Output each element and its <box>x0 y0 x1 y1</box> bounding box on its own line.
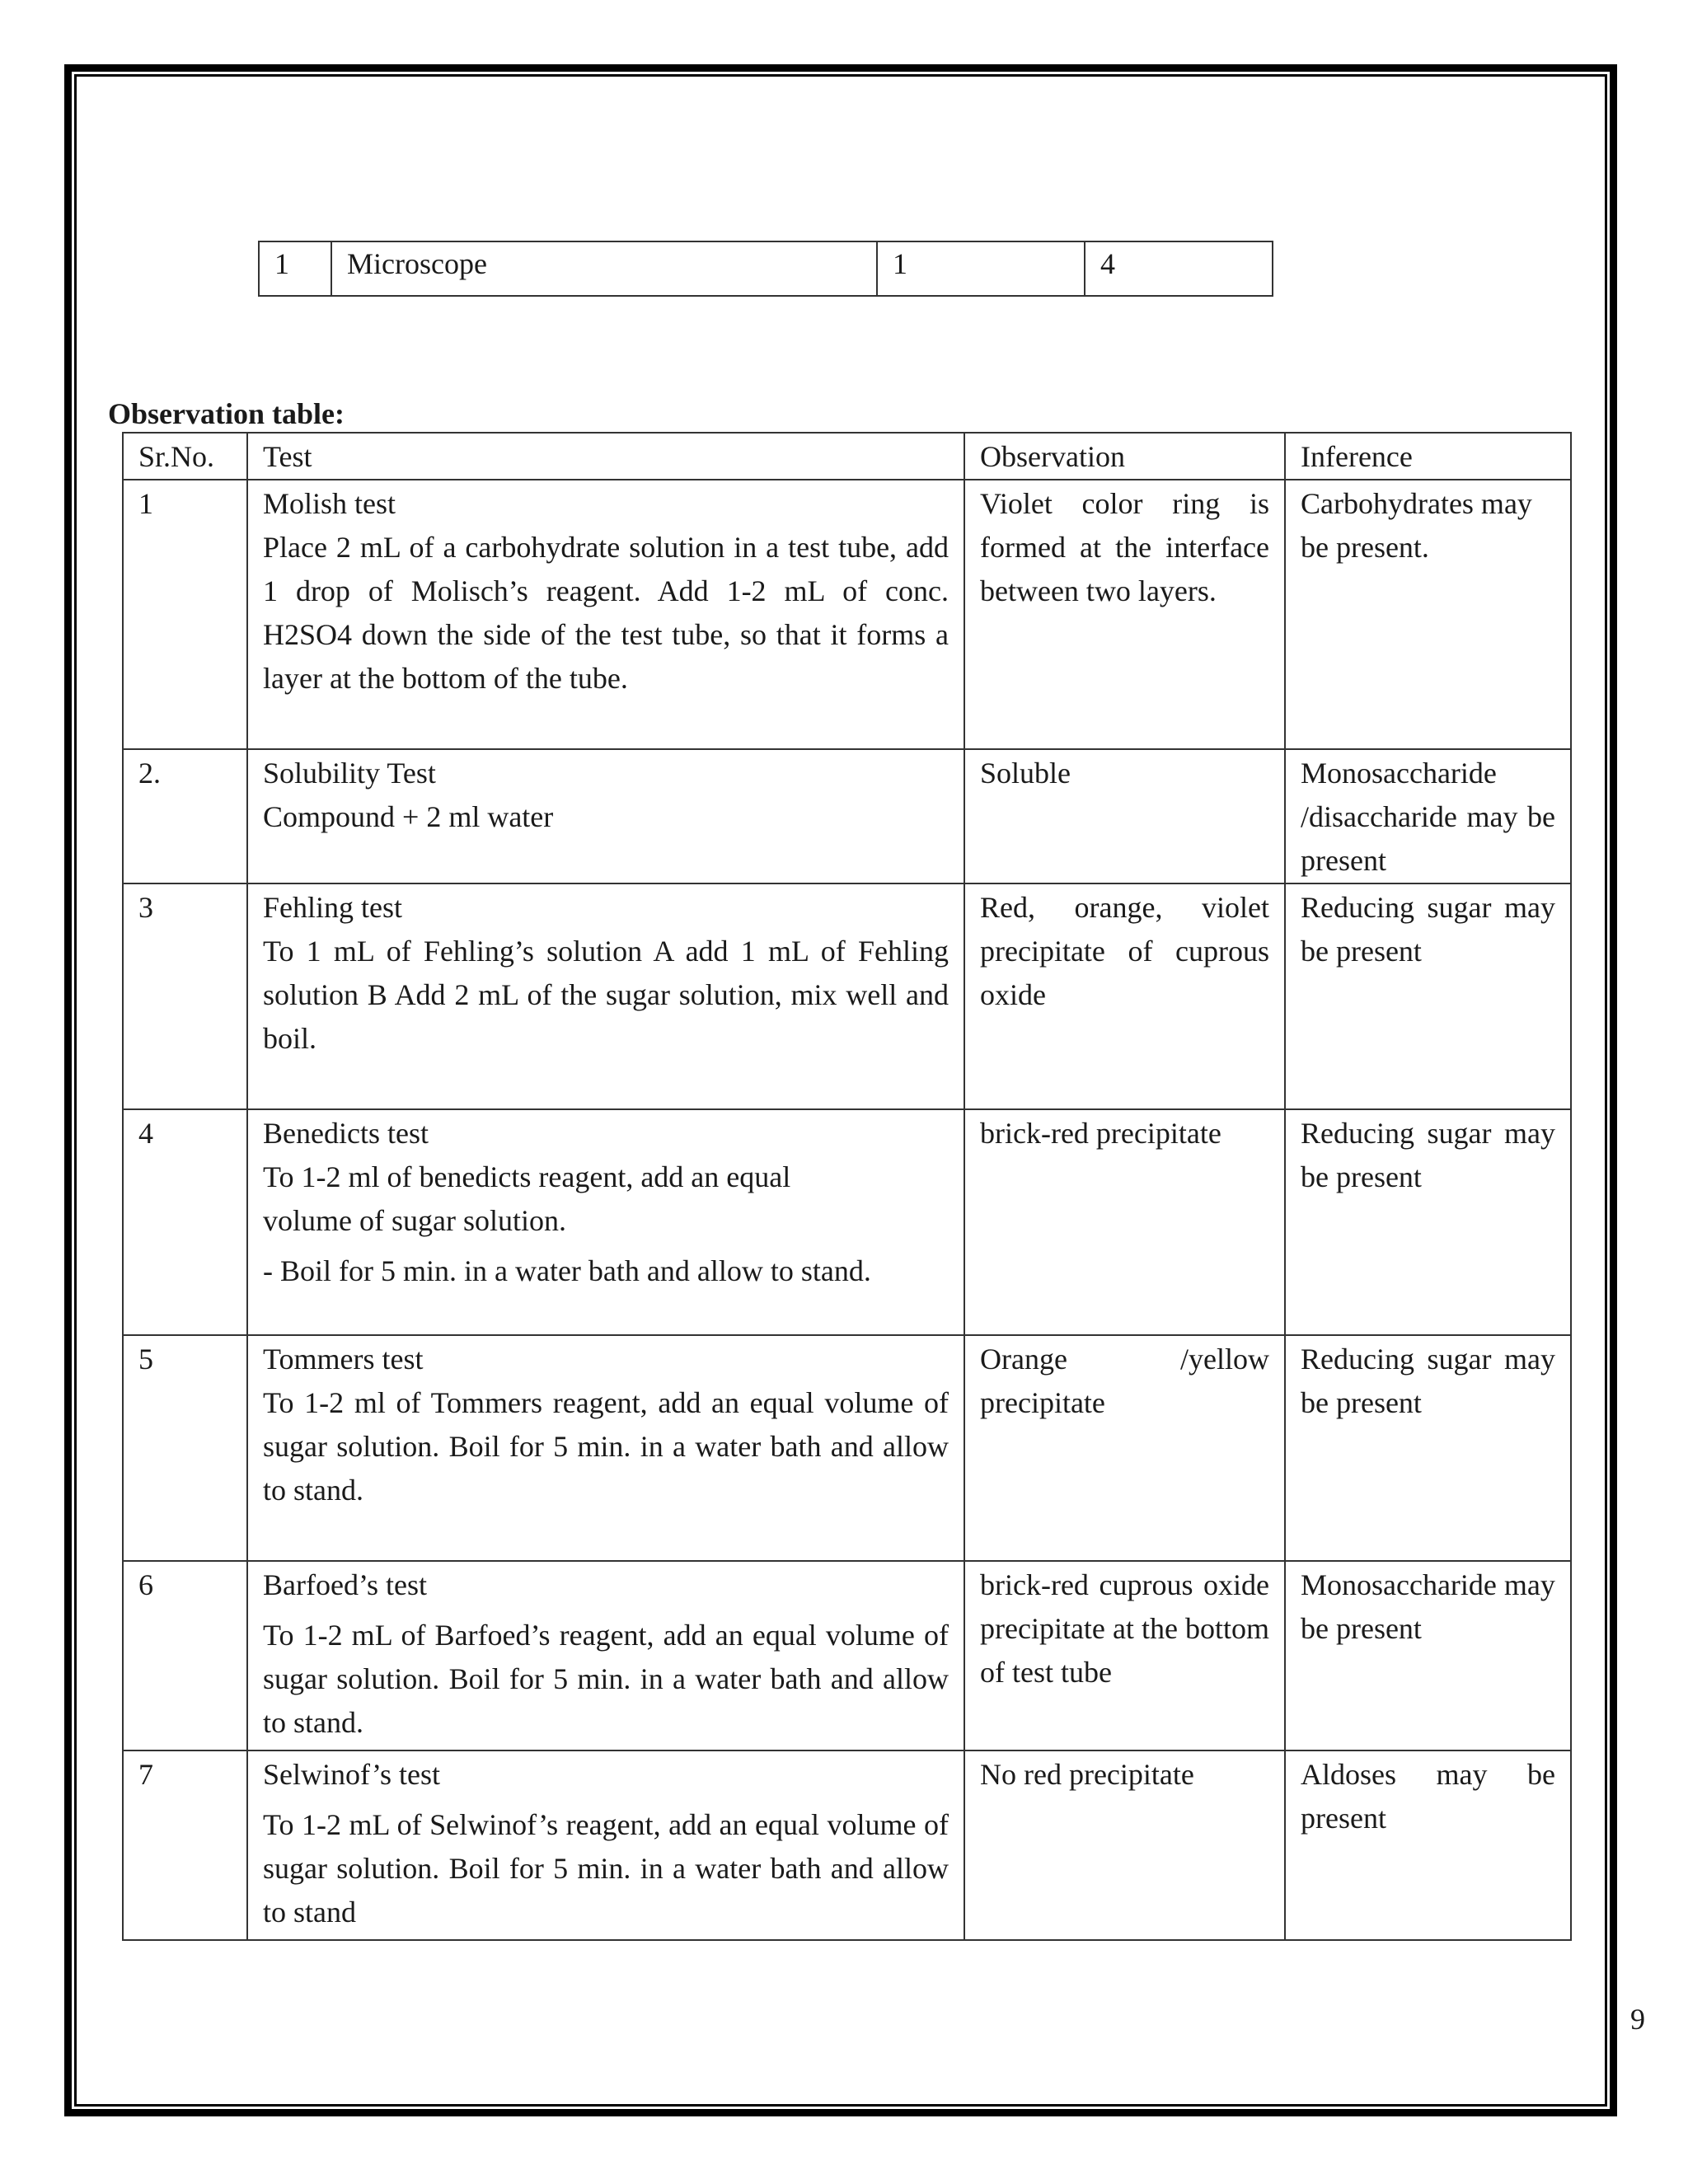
inference-cell: Reducing sugar may be present <box>1285 1335 1571 1561</box>
equipment-count-cell: 4 <box>1085 241 1273 296</box>
equipment-sr-cell: 1 <box>259 241 331 296</box>
test-description: To 1-2 mL of Barfoed’s reagent, add an equal volume of sugar solution. Boil for 5 min. in a water bath and allow to stand. <box>263 1619 949 1739</box>
header-sr-no: Sr.No. <box>123 433 247 480</box>
table-row <box>123 1109 1571 1335</box>
test-name: Fehling test <box>263 891 402 924</box>
test-description: To 1 mL of Fehling’s solution A add 1 mL of Fehling solution B Add 2 mL of the sugar solution, mix well and boil. <box>263 935 949 1055</box>
test-name: Benedicts test <box>263 1117 429 1150</box>
sr-cell: 6 <box>123 1561 247 1750</box>
test-description: Compound + 2 ml water <box>263 800 554 833</box>
table-row <box>123 480 1571 749</box>
test-description: To 1-2 ml of benedicts reagent, add an equal volume of sugar solution. <box>263 1160 791 1237</box>
test-name: Barfoed’s test <box>263 1568 427 1601</box>
observation-table <box>122 432 1572 1941</box>
inference-cell: Reducing sugar may be present <box>1285 1109 1571 1335</box>
test-description-note: - Boil for 5 min. in a water bath and allow to stand. <box>263 1254 871 1287</box>
page-number: 9 <box>1630 2003 1645 2036</box>
table-row <box>259 241 1273 296</box>
inference-cell: Carbohydrates may be present. <box>1285 480 1571 749</box>
equipment-table <box>258 241 1273 297</box>
test-cell <box>247 749 964 883</box>
observation-table-title: Observation table: <box>108 397 345 430</box>
sr-cell: 3 <box>123 883 247 1109</box>
header-test: Test <box>247 433 964 480</box>
observation-cell: brick-red cuprous oxide precipitate at the bottom of test tube <box>964 1561 1285 1750</box>
test-cell <box>247 480 964 749</box>
observation-cell: Orange /yellow precipitate <box>964 1335 1285 1561</box>
sr-cell: 4 <box>123 1109 247 1335</box>
test-name: Solubility Test <box>263 757 436 790</box>
test-name: Molish test <box>263 487 396 520</box>
test-description: Place 2 mL of a carbohydrate solution in a test tube, add 1 drop of Molisch’s reagent. Add 1-2 mL of conc. H2SO4 down the side of the test tube, so that it forms a layer at the bottom of the tube. <box>263 531 949 695</box>
table-row <box>123 1561 1571 1750</box>
test-cell <box>247 1335 964 1561</box>
table-row <box>123 1335 1571 1561</box>
table-row <box>123 1750 1571 1940</box>
sr-cell: 7 <box>123 1750 247 1940</box>
sr-cell: 5 <box>123 1335 247 1561</box>
table-row <box>123 749 1571 883</box>
observation-cell: Soluble <box>964 749 1285 883</box>
test-name: Tommers test <box>263 1343 424 1376</box>
test-cell <box>247 1109 964 1335</box>
observation-cell: brick-red precipitate <box>964 1109 1285 1335</box>
inference-cell: Aldoses may be present <box>1285 1750 1571 1940</box>
test-description: To 1-2 mL of Selwinof’s reagent, add an equal volume of sugar solution. Boil for 5 min. in a water bath and allow to stand <box>263 1808 949 1929</box>
inference-cell: Monosaccharide may be present <box>1285 1561 1571 1750</box>
sr-cell: 1 <box>123 480 247 749</box>
table-row <box>123 883 1571 1109</box>
inference-cell: Monosaccharide /disaccharide may be present <box>1285 749 1571 883</box>
equipment-name-cell: Microscope <box>331 241 877 296</box>
header-inference: Inference <box>1285 433 1571 480</box>
observation-cell: No red precipitate <box>964 1750 1285 1940</box>
test-cell <box>247 1561 964 1750</box>
test-description: To 1-2 ml of Tommers reagent, add an equal volume of sugar solution. Boil for 5 min. in a water bath and allow to stand. <box>263 1386 949 1507</box>
observation-cell: Violet color ring is formed at the interface between two layers. <box>964 480 1285 749</box>
table-header-row <box>123 433 1571 480</box>
test-cell <box>247 1750 964 1940</box>
observation-cell: Red, orange, violet precipitate of cuprous oxide <box>964 883 1285 1109</box>
sr-cell: 2. <box>123 749 247 883</box>
header-observation: Observation <box>964 433 1285 480</box>
test-name: Selwinof’s test <box>263 1758 440 1791</box>
equipment-qty-cell: 1 <box>877 241 1085 296</box>
inference-cell: Reducing sugar may be present <box>1285 883 1571 1109</box>
test-cell <box>247 883 964 1109</box>
